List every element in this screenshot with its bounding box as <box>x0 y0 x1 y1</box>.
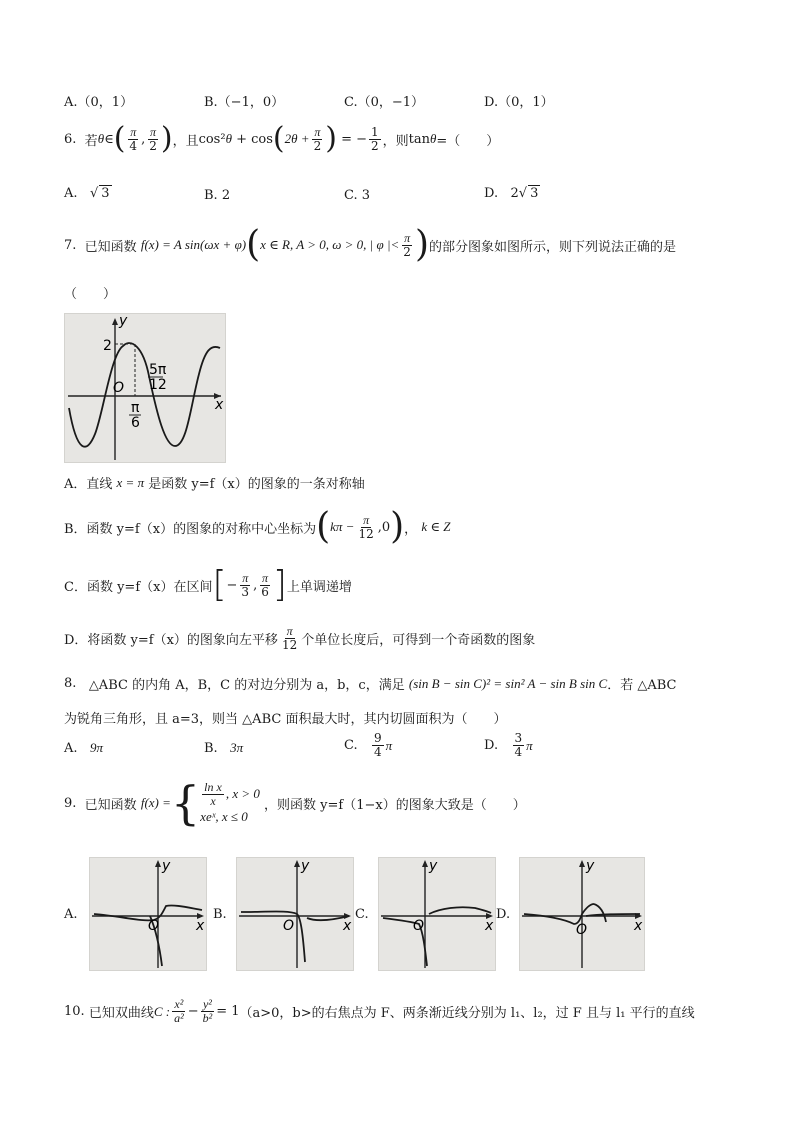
q9-graph-c-o: O <box>413 918 425 934</box>
q7-graph-label-12: 12 <box>149 377 167 393</box>
q9-graph-a-o: O <box>148 918 160 934</box>
q7-graph-x-label: x <box>215 397 224 413</box>
q6-option-c: C. 3 <box>344 188 371 203</box>
q7-option-b: B．函数 y=f（x）的图象的对称中心坐标为 ( kπ − $\frac{\pi}{12}$ ,0 ) ， k ∈ Z <box>64 506 451 547</box>
q8-number: 8. <box>64 676 77 691</box>
q7-graph-label-5pi: 5π <box>149 362 167 378</box>
q7-graph-origin-label: O <box>113 380 125 396</box>
q10-number: 10. <box>64 1004 85 1019</box>
q8-option-c: C. $\frac{9}{4}$ π <box>344 731 393 759</box>
q7-stem: 7. 已知函数 f(x) = A sin(ωx + φ) ( x ∈ R, A > 0, ω > 0, | φ |< $\frac{\pi}{2}$ ) 的部分图象如图所示，则下列说法正确的是 <box>64 224 676 265</box>
q9-graph-d <box>519 857 645 971</box>
q7-graph-max-label: 2 <box>103 338 112 354</box>
q7-answer-blank: （ ） <box>64 287 117 302</box>
q9-graph-b <box>236 857 354 971</box>
q9-label-b: B. <box>213 907 227 922</box>
q6-option-d: D. 2√ 3 <box>484 186 539 201</box>
q9-stem: 9. 已知函数 f(x) = { $\frac{\text{ln x}}{x}$ , x > 0 xeˣ, x ≤ 0 ，则函数 y=f（1−x）的图象大致是（ ） <box>64 776 526 830</box>
q5-option-d: D.（0，1） <box>484 95 554 110</box>
q6-number: 6. <box>64 131 77 147</box>
q6-stem: 6. 若 θ ∈ ( $\frac{\pi}{4}$ , $\frac{\pi}{2}$ ) ，且 cos² θ + cos ( 2θ + $\frac{\pi}{2}$ ) = − $\frac{1}{2}$ ，则 tan θ =（ ） <box>64 121 500 156</box>
q5-option-a: A.（0，1） <box>64 95 134 110</box>
q5-option-b: B.（−1，0） <box>204 95 285 110</box>
q7-number: 7. <box>64 237 77 253</box>
q6-option-b: B. 2 <box>204 188 231 203</box>
q5-option-c: C.（0，−1） <box>344 95 425 110</box>
q9-graph-b-y: y <box>301 858 310 874</box>
q8-stem-line2: 为锐角三角形，且 a=3，则当 △ABC 面积最大时，其内切圆面积为（ ） <box>64 712 507 727</box>
q9-number: 9. <box>64 795 77 811</box>
q10-stem: 10. 已知双曲线 C : $\frac{\text{x²}}{\text{a²}}$ − $\frac{\text{y²}}{\text{b²}}$ = 1 （a>0，b>的右焦点为 F、两条渐近线分别为 l₁、l₂，过 F 且与 l₁ 平行的直线 <box>64 997 695 1025</box>
q9-graph-d-x: x <box>634 918 643 934</box>
q9-graph-c-x: x <box>485 918 494 934</box>
q9-graph-a-x: x <box>196 918 205 934</box>
q9-graph-b-x: x <box>343 918 352 934</box>
q9-graph-c-y: y <box>429 858 438 874</box>
q8-option-a: A. 9π <box>64 740 103 756</box>
q9-graph-b-o: O <box>283 918 295 934</box>
q7-option-c: C．函数 y=f（x）在区间 [ − $\frac{\pi}{3}$ , $\frac{\pi}{6}$ ] 上单调递增 <box>64 564 352 605</box>
q8-stem-line1: 8. △ABC 的内角 A，B，C 的对边分别为 a，b，c，满足 (sin B − sin C)² = sin² A − sin B sin C ．若 △ABC <box>64 675 677 693</box>
q6-option-a: A. √ 3 <box>64 186 110 201</box>
q9-label-a: A. <box>64 907 78 922</box>
q7-graph-label-6: 6 <box>131 415 140 431</box>
q9-label-c: C. <box>355 907 369 922</box>
q7-graph-label-pi: π <box>131 400 140 416</box>
q9-graph-a-y: y <box>162 858 171 874</box>
q7-option-a: A．直线 x = π 是函数 y=f（x）的图象的一条对称轴 <box>64 474 365 492</box>
q9-graph-a <box>89 857 207 971</box>
q8-option-d: D. $\frac{3}{4}$ π <box>484 731 533 759</box>
q9-graph-d-y: y <box>586 858 595 874</box>
q8-option-b: B. 3π <box>204 740 244 756</box>
q7-option-d: D．将函数 y=f（x）的图象向左平移 $\frac{\pi}{12}$ 个单位长度后，可得到一个奇函数的图象 <box>64 624 536 652</box>
q9-label-d: D. <box>496 907 511 922</box>
q9-graph-d-o: O <box>576 922 588 938</box>
q7-graph <box>64 313 226 463</box>
q9-graph-c <box>378 857 496 971</box>
q7-graph-y-label: y <box>119 314 128 329</box>
